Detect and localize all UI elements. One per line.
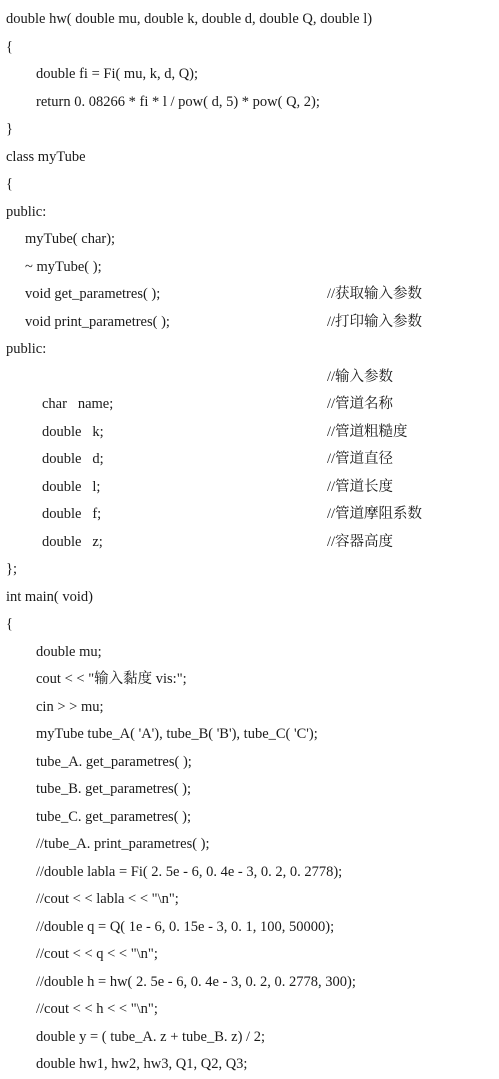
code-line: [0, 281, 499, 309]
code-comment: //打印输入参数: [327, 313, 423, 330]
code-line: [0, 611, 499, 639]
code-text: return 0. 08266 * fi * l / pow( d, 5) * pow( Q, 2);: [36, 93, 320, 110]
code-line: [0, 226, 499, 254]
code-comment: //容器高度: [327, 533, 394, 550]
code-line: [0, 556, 499, 584]
code-text: tube_A. get_parametres( );: [36, 753, 192, 770]
code-text: double hw1, hw2, hw3, Q1, Q2, Q3;: [36, 1056, 248, 1072]
code-comment: //管道名称: [327, 396, 394, 412]
code-text: double mu;: [36, 643, 102, 660]
code-text: {: [6, 616, 13, 632]
code-line: [0, 1051, 499, 1079]
code-text: double k;: [42, 423, 104, 440]
code-comment: //管道直径: [327, 451, 394, 467]
code-text: };: [6, 561, 17, 577]
code-comment: //管道粗糙度: [327, 423, 408, 440]
code-line: [0, 804, 499, 832]
code-comment: //输入参数: [327, 368, 394, 385]
code-line: [0, 336, 499, 364]
code-line: [0, 391, 499, 419]
code-text: //cout < < labla < < "\n";: [36, 891, 179, 907]
code-line: [0, 61, 499, 89]
code-comment: //管道摩阻系数: [327, 506, 423, 522]
code-text: //double q = Q( 1e - 6, 0. 15e - 3, 0. 1, 100, 50000);: [36, 918, 335, 935]
code-line: [0, 666, 499, 694]
code-text: cout < < "输入黏度 vis:";: [36, 671, 187, 687]
code-line: [0, 639, 499, 667]
code-line: [0, 34, 499, 62]
code-line: [0, 831, 499, 859]
code-text: double d;: [42, 451, 104, 467]
code-comment: //管道长度: [327, 478, 394, 495]
code-line: [0, 144, 499, 172]
code-text: double y = ( tube_A. z + tube_B. z) / 2;: [36, 1028, 265, 1045]
code-line: [0, 721, 499, 749]
code-line: [0, 419, 499, 447]
code-line: [0, 199, 499, 227]
code-line: [0, 6, 499, 34]
code-text: myTube tube_A( 'A'), tube_B( 'B'), tube_C( 'C');: [36, 726, 318, 742]
code-line: [0, 1024, 499, 1052]
code-line: [0, 859, 499, 887]
code-text: double f;: [42, 506, 102, 522]
code-text: double l;: [42, 478, 101, 495]
code-line: [0, 446, 499, 474]
code-text: cin > > mu;: [36, 698, 104, 715]
code-text: double hw( double mu, double k, double d, double Q, double l): [6, 11, 373, 27]
code-line: [0, 116, 499, 144]
code-line: [0, 364, 499, 392]
code-text: //cout < < h < < "\n";: [36, 1001, 158, 1017]
code-text: char name;: [42, 396, 114, 412]
code-line: [0, 749, 499, 777]
code-text: {: [6, 176, 13, 192]
code-line: [0, 584, 499, 612]
code-comment: //获取输入参数: [327, 286, 423, 302]
code-text: }: [6, 121, 13, 137]
code-text: {: [6, 38, 13, 55]
code-line: [0, 309, 499, 337]
code-text: void get_parametres( );: [25, 286, 161, 302]
code-text: public:: [6, 341, 47, 357]
code-line: [0, 914, 499, 942]
code-line: [0, 529, 499, 557]
code-text: double fi = Fi( mu, k, d, Q);: [36, 66, 199, 82]
code-text: int main( void): [6, 588, 93, 605]
code-text: //cout < < q < < "\n";: [36, 946, 158, 962]
code-line: [0, 89, 499, 117]
code-line: [0, 886, 499, 914]
code-text: double z;: [42, 533, 103, 550]
code-line: [0, 171, 499, 199]
code-text: class myTube: [6, 148, 86, 165]
code-line: [0, 474, 499, 502]
code-text: ~ myTube( );: [25, 258, 102, 275]
code-line: [0, 254, 499, 282]
code-line: [0, 694, 499, 722]
code-text: //double h = hw( 2. 5e - 6, 0. 4e - 3, 0. 2, 0. 2778, 300);: [36, 973, 356, 990]
code-line: [0, 776, 499, 804]
code-text: public:: [6, 203, 47, 220]
code-line: [0, 996, 499, 1024]
code-text: //tube_A. print_parametres( );: [36, 836, 210, 852]
code-text: tube_B. get_parametres( );: [36, 781, 192, 797]
code-line: [0, 969, 499, 997]
code-text: void print_parametres( );: [25, 313, 170, 330]
code-text: myTube( char);: [25, 231, 116, 247]
code-line: [0, 941, 499, 969]
code-text: //double labla = Fi( 2. 5e - 6, 0. 4e - 3, 0. 2, 0. 2778);: [36, 863, 343, 880]
code-line: [0, 501, 499, 529]
code-text: tube_C. get_parametres( );: [36, 808, 192, 825]
